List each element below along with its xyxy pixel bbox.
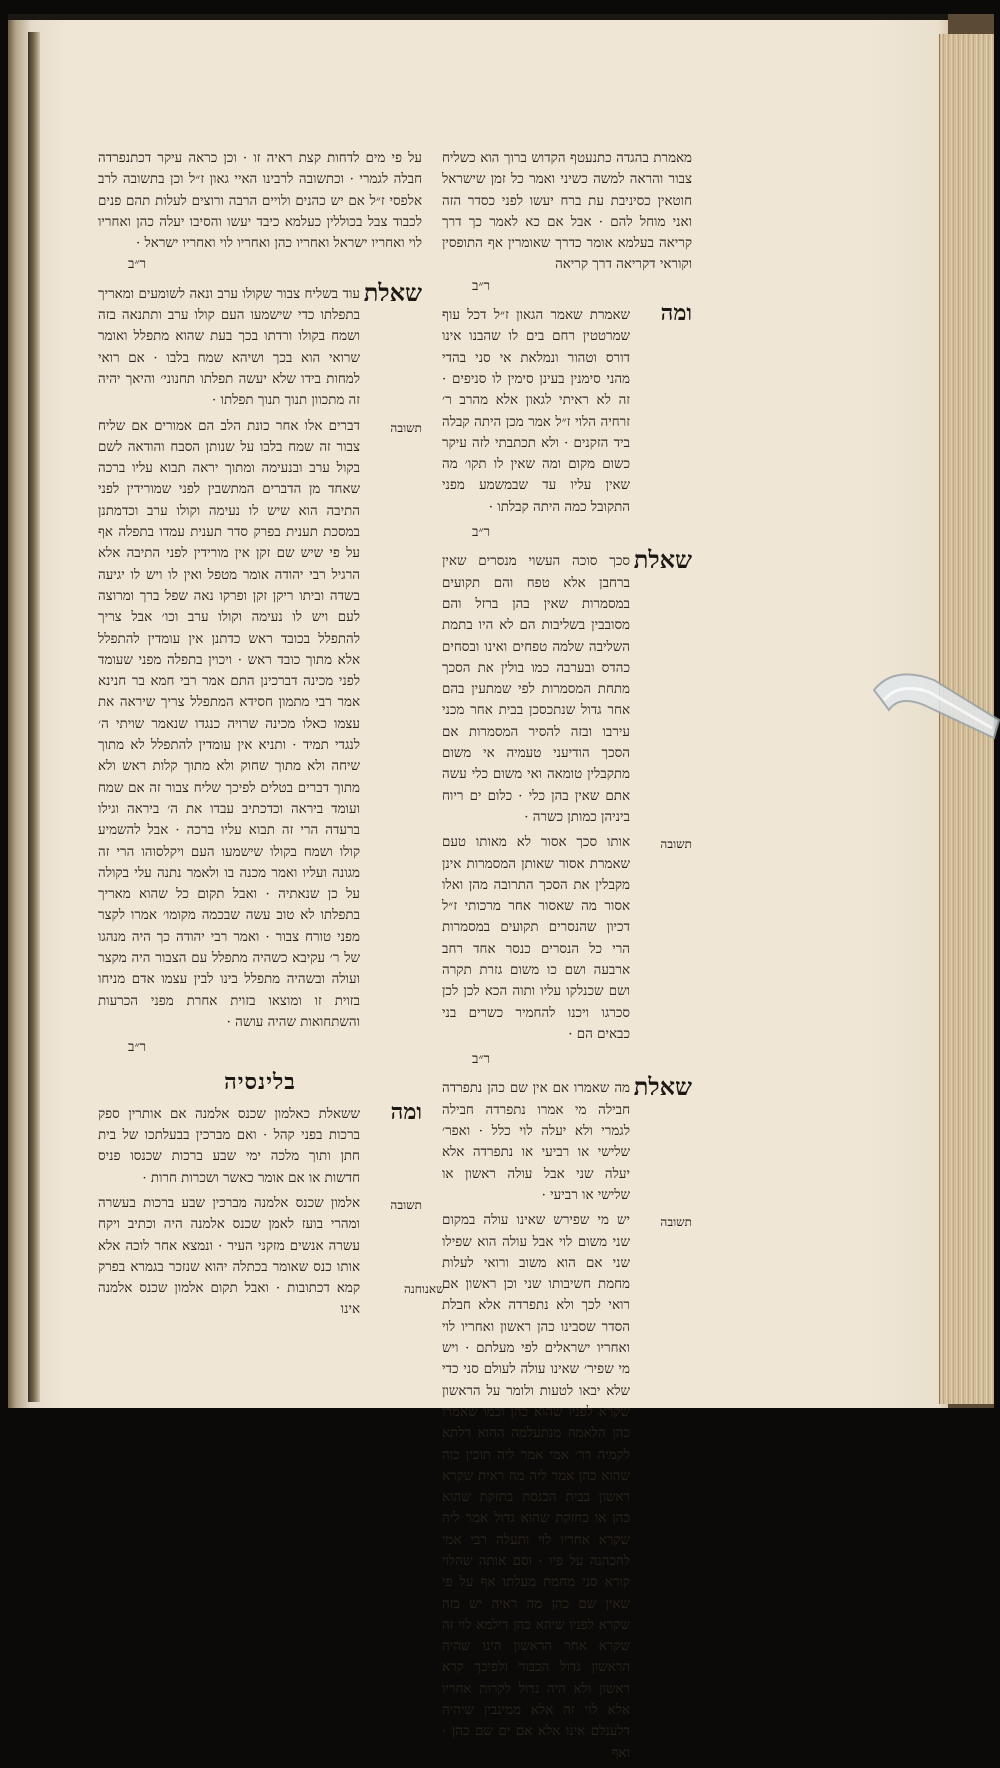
answer-block: [442, 1210, 692, 1764]
intro-paragraph: מאמרת בהגדה כתנעטף הקדוש ברוך הוא כשליח צבור והראה למשה כשיני ואמר כל זמן שישראל חוטאין כסיניבת עת ברח יעשו לפני כסדר הזה ואני מוחל להם · אבל אם כא לאמר כך דרך קריאה בעלמא אומר כדרך שאומרין אף התופסין וקוראי דקריאה דרך קריאה: [442, 151, 692, 273]
question-block: [442, 545, 692, 828]
question-text: סכך סוכה העשוי מנסרים שאין ברחבן אלא טפח והם תקועים במסמרות שאין בהן ברזל והם מסובבין בשליבות הם לא היו בתמת השליבה שלמה טפחים ואינו ובסחים כהדס ובערבה כמו בולין את הסכך מתחת המסמרות לפי שמתעין בהם אחר גדול שנתכסכן בבית אחר מכני עירבו ובזה להסיר המסמרות אם הסכך הודיעני טעמיה אי משום מתקבלין טומאה ואי משום כלי עשה אתם שאין בהן כלי · כלום ים ריוח ביניהן כמותן כשרה ·: [442, 554, 630, 825]
answer-block: [98, 1193, 422, 1321]
answer-label: תשובה: [660, 1215, 692, 1230]
left-column: [98, 148, 422, 1325]
right-column: [442, 148, 692, 1768]
question-keyword: שאלת: [633, 1072, 692, 1102]
question-keyword: שאלת: [363, 277, 422, 307]
answer-label: תשובה: [660, 837, 692, 852]
question-keyword: שאלת: [633, 545, 692, 575]
continuation-paragraph: על פי מים לדחות קצת ראיה זו · וכן כראה עיקר דכתנפרדה חבלה לגמרי · וכתשובה לרבינו האיי גאון ז״ל וכן בתשובה לרב אלפסי ז״ל אם יש כהנים ולויים הרבה ורוצים לעלות תהם פנים לכבוד צבל בכוללין כעלמא כיבד יעשו והסיבו יעלה כהן ואחריו לוי ואחריו ישראל ואחריו כהן ואחריו לוי ואחריו ישראל ·: [98, 151, 422, 252]
answer-text: אותו סכך אסור לא מאותו טעם שאמרת אסור שאותן המסמרות אינן מקבלין את הסכך התרובה מהן ואלו אסור מה שאסור אחר מרכותי ז״ל דכיון שהנסרים תקועים במסמרות הרי כל הנסרים כנסר אחד רחב ארבעה ושם כו משום גזרת תקרה ושם שכנלקו עליו ותוה הכא לכן לכן סכרגו ויכנו להחמיר כשרים בני כבאים הם ·: [442, 835, 630, 1042]
page-gutter: [28, 32, 40, 1402]
question-block: [98, 277, 422, 412]
question-block: [442, 1072, 692, 1206]
answer-label: תשובה: [390, 420, 422, 435]
signature: ר״ב: [128, 1040, 147, 1056]
signature: ר״ב: [128, 257, 147, 273]
question-keyword: ומה: [390, 1098, 422, 1125]
question-text: שאמרת שאמר הגאון ז״ל דכל עוף שמרטטין רחם בים לו שהבנו אינו דורס וטהור ונמלאת אי סני בהדי מהני סימנין בעינן סימין לו סניפים · זה לא ראיתי לגאון אלא מהרב ר׳ זרחיה הלוי ז״ל אמר מכן היתה קבלה ביד הזקנים · ולא תכתבתי לזה עיקר כשום מקום ומה שאין לו תקו׳ מה שאין עליו עד שבמשמע מפני התקובל כמה היתה קבלתו ·: [442, 308, 630, 515]
section-heading: בלינסיה: [224, 1069, 296, 1096]
catchword: שאנוחנה: [404, 1282, 445, 1296]
answer-block: [98, 416, 422, 1034]
answer-block: [442, 832, 692, 1045]
answer-text: אלמון שכנס אלמנה מברכין שבע ברכות בעשרה ומהרי בועז לאמן שכנס אלמנה היה וכתיב ויקח עשרה אנשים מזקני העיר · ונמצא אחר לוכה אלא אותו כנס שאומר בכתלה יהוא שנזכר בגמרא בפרק קמא דכתובות · ואבל תקום אלמון שכנס אלמנה אינו: [98, 1195, 360, 1318]
page-clip: [864, 660, 1000, 790]
signature: ר״ב: [472, 525, 491, 541]
signature: ר״ב: [472, 1052, 491, 1068]
question-text: עוד בשליח צבור שקולו ערב ונאה לשומעים ומאריך בתפלתו כדי שישמעו העם קולו ערב ותתנאה בזה ושמח בקולו ורדתו בכך בעת שהוא מתפלל ואומר שרואי הוא בכך ושיהא שמח בלבו · אם רואי למחות בידו שלא יעשה תפלתו תחנוני׳ והיאך יהיה זה מתכוון תנוך תנוך תפלתו ·: [98, 286, 360, 409]
signature: ר״ב: [472, 278, 491, 294]
answer-text: יש מי שפירש שאינו עולה במקום שני משום לוי אבל עולה הוא שפילו שני אם הוא משוב ורואי לעלות מחמת חשיבותו שני וכן ראשון אם רואי לכך ולא נתפרדה אלא חבלת הסדר שסבינו כהן ראשון ואחריו לוי ואחריו ישראלים לפי מעלתם · ויש מי שפיר׳ שאינו עולה לעולם סני כדי שלא יבאו לטעות ולומר על הראשון שקרא לפניו שהוא כהן וכמו שאמרו כהן הלאמה מנתעלמה ההוא דלתא לקמיה דר׳ אמי אמר ליה תוכין כוה שהוא כהן אמר ליה מה ראית שקרא ראשון בבית הכנסת בתזקת שהוא כהן או בחזקת שהוא גדול אמר ליה שקרא אחריו לוי ותעלה רבי אמי להכהנה על פיו · וסם אותה שהלוי קורא סני מחמת מעלתו אף על פי שאין שם כהן מה ראיה יש בזה שקרא לפניו שיהא כהן דילמא לוי זה שקרא אחר הראשון הינו שהיה הראשון גדול הכבור ולפיכך קרא ראשון ולא היה גדול לקרות אחריו אלא לוי זה אלא ממינבין שיהיה דלענלם אינו אלא אם ים שם כהן · ואף: [442, 1213, 630, 1761]
question-text: ששאלת כאלמון שכנס אלמנה אם אותרין ספק ברכות בפני קהל · ואם מברכין בבעלתכו של בית חתן ותוך מלכה ימי שבע ברכות שכנסו פניס חדשות או אם אומר כאשר ושכרות חרות ·: [98, 1106, 360, 1186]
answer-label: תשובה: [390, 1197, 422, 1212]
question-block: [442, 300, 692, 518]
question-text: מה שאמרו אם אין שם כהן נתפרדה חבילה מי אמרו נתפרדה חבילה לגמרי ולא יעלה לוי כלל · ואפר׳ שלישי או רביעי או נתפרדה אלא יעלה שני אבל עולה ראשון או שלישי או רביעי ·: [442, 1081, 630, 1203]
answer-text: דברים אלו אחר כונת הלב הם אמורים אם שליח צבור זה שמח בלבו על שנותן הסבח והודאה לשם בקול ערב ובנעימה ומתוך יראה תבוא עליו ברכה שאחד מן הדברים המתשבין לפני שמורידין לפני התיבה הוא שיש לו נעימה וקולו ערב וכדמתנן במסכת תענית בפרק סדר תענית עמדו בתפלה אף על פי שיש שם זקן אין מורידין לפני התיבה אלא הרגיל רבי יהודה אומר מטפל ואין לו ויש לו יגיעה בשדה וביתו ריקן זקן ופרקו נאה שפל ברך ומרוצה לעם ויש לו נעימה וקולו ערב וכו׳ אבל צריך להתפלל בכובד ראש כדתנן אין עומדין להתפלל אלא מתוך כובד ראש · ויכוין בתפלה מפני שעומד לפני מכינה דברכינן התם אמר רבי חמא בר חנינא אמר רבי מתמון חסידא המתפלל צריך שיראה את עצמו כאלו מכינה שרויה כנגדו שנאמר שויתי ה׳ לנגדי תמיד · ותניא אין עומדין להתפלל לא מתוך שיחה ולא מתוך שחוק ולא מתוך קלות ראש ולא מתוך דברים בטלים לפיכך שליח צבור זה אם שמח ועומד ביראה וכדכתיב עבדו את ה׳ ביראה וגילו ברעדה הרי זה תבוא עליו ברכה · אבל להשמיע קולו ושמח בקולו שישמעו העם ויקלסוהו הרי זה מגונה ועליו ואמר מכנה בו ולאמר נתנה עלי בקולה על כן שנאתיה · ואבל תקום כל שהוא מאריך בתפלתו לא טוב עשה שבכמה מקומו׳ אמרו לקצר מפני טורח צבור · ואמר רבי יהודה כך היה מנהגו של ר׳ עקיבא כשהיה מתפלל עם הצבור היה מקצר ועולה ובשהיה מתפלל בינו לבין עצמו אדם מניחו בזוית זו ומוצאו בזוית אחרת מפני הכרעות והשתחואות שהיה עושה ·: [98, 418, 360, 1030]
question-keyword: ומה: [660, 300, 692, 327]
question-block: [98, 1098, 422, 1189]
